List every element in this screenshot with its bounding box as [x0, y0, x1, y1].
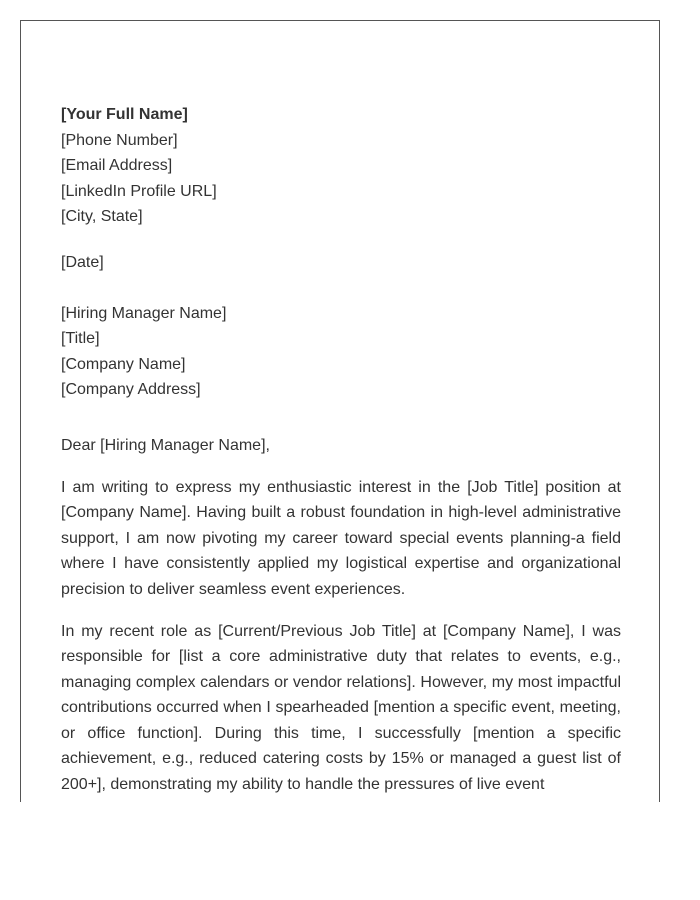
recipient-block: [61, 301, 621, 403]
date-block: [61, 250, 621, 276]
recipient-company: [Company Name]: [61, 355, 186, 373]
sender-name: [Your Full Name]: [61, 106, 188, 123]
sender-email: [Email Address]: [61, 157, 173, 175]
sender-linkedin: [LinkedIn Profile URL]: [61, 182, 217, 200]
salutation: Dear [Hiring Manager Name],: [61, 436, 270, 454]
sender-location: [City, State]: [61, 208, 143, 226]
recipient-title: [Title]: [61, 330, 100, 348]
paragraph-intro: I am writing to express my enthusiastic interest in the [Job Title] position at [Company Name]. Having built a robust foundation in high-level administrative support, I am now pivoting my career toward special events planning-a field where I have consistently applied my logistical expertise and organizational precision to deliver seamless event experiences.: [61, 478, 621, 598]
letter-date: [Date]: [61, 253, 104, 271]
sender-block: [61, 102, 621, 230]
paragraph-experience: In my recent role as [Current/Previous Job Title] at [Company Name], I was responsible for [list a core administrative duty that relates to events, e.g., managing complex calendars or vendor relations]. However, my most impactful contributions occurred when I spearheaded [mention a specific event, meeting, or office function]. During this time, I successfully [mention a specific achievement, e.g., reduced catering costs by 15% or managed a guest list of 200+], demonstrating my ability to handle the pressures of live event: [61, 622, 621, 794]
recipient-name: [Hiring Manager Name]: [61, 304, 227, 322]
recipient-address: [Company Address]: [61, 381, 201, 399]
cover-letter-body: [61, 102, 621, 802]
document-page: [20, 20, 660, 802]
sender-phone: [Phone Number]: [61, 131, 178, 149]
